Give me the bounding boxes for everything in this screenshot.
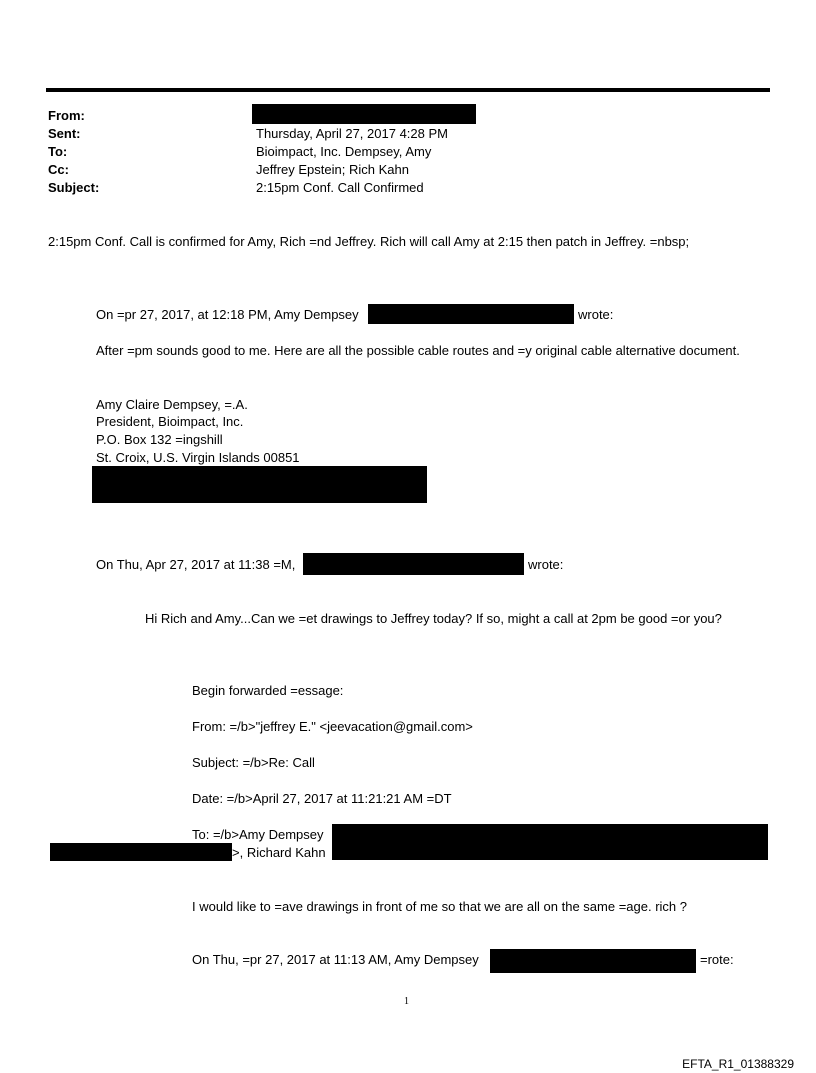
forwarded-to-redaction	[332, 824, 768, 860]
forwarded-next-suffix: =rote:	[700, 952, 734, 967]
subject-value: 2:15pm Conf. Call Confirmed	[256, 180, 424, 195]
quote2-header-suffix: wrote:	[528, 557, 564, 572]
forwarded-date: Date: =/b>April 27, 2017 at 11:21:21 AM =DT	[192, 791, 452, 806]
sent-label: Sent:	[48, 126, 81, 141]
quote1-body: After =pm sounds good to me. Here are all the possible cable routes and =y original cable alternative document.	[96, 343, 740, 358]
document-id: EFTA_R1_01388329	[682, 1057, 794, 1071]
page-number: 1	[404, 996, 409, 1007]
from-label: From:	[48, 108, 85, 123]
quote2-sender-redaction	[303, 553, 524, 575]
quote2-body: Hi Rich and Amy...Can we =et drawings to Jeffrey today? If so, might a call at 2pm be good =or you?	[145, 611, 722, 626]
forwarded-intro: Begin forwarded =essage:	[192, 683, 344, 698]
forwarded-to-redaction-2	[50, 843, 232, 861]
cc-label: Cc:	[48, 162, 69, 177]
forwarded-from: From: =/b>"jeffrey E." <jeevacation@gmail.com>	[192, 719, 473, 734]
signature-line: St. Croix, U.S. Virgin Islands 00851	[96, 450, 300, 465]
header-rule	[46, 88, 770, 92]
to-value: Bioimpact, Inc. Dempsey, Amy	[256, 144, 432, 159]
subject-label: Subject:	[48, 180, 100, 195]
forwarded-subject: Subject: =/b>Re: Call	[192, 755, 315, 770]
forwarded-next-redaction	[490, 949, 696, 973]
quote1-header: On =pr 27, 2017, at 12:18 PM, Amy Dempsey	[96, 307, 359, 322]
quote1-email-redaction	[368, 304, 574, 324]
forwarded-next-header: On Thu, =pr 27, 2017 at 11:13 AM, Amy Dempsey	[192, 952, 479, 967]
from-redaction	[252, 104, 476, 124]
forwarded-to-line-1: To: =/b>Amy Dempsey	[192, 827, 324, 842]
signature-line: P.O. Box 132 =ingshill	[96, 432, 223, 447]
signature-redaction	[92, 466, 427, 503]
message-body: 2:15pm Conf. Call is confirmed for Amy, Rich =nd Jeffrey. Rich will call Amy at 2:15 then patch in Jeffrey. =nbsp;	[48, 234, 690, 249]
signature-line: Amy Claire Dempsey, =.A.	[96, 397, 248, 412]
sent-value: Thursday, April 27, 2017 4:28 PM	[256, 126, 448, 141]
to-label: To:	[48, 144, 68, 159]
signature-line: President, Bioimpact, Inc.	[96, 414, 244, 429]
forwarded-to-line-2: >, Richard Kahn	[232, 845, 326, 860]
forwarded-body: I would like to =ave drawings in front of me so that we are all on the same =age. rich ?	[192, 899, 687, 914]
quote1-header-suffix: wrote:	[578, 307, 614, 322]
cc-value: Jeffrey Epstein; Rich Kahn	[256, 162, 409, 177]
quote2-header: On Thu, Apr 27, 2017 at 11:38 =M,	[96, 557, 296, 572]
